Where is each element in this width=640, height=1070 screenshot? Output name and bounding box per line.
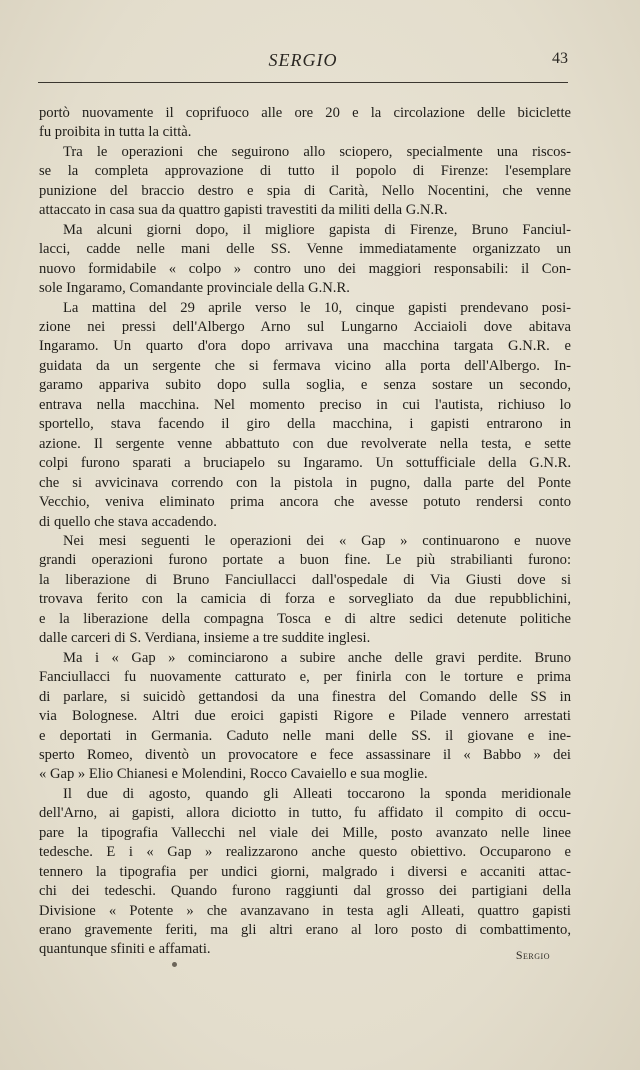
text-line: punizione del braccio destro e spia di Carità, Nello Nocentini, che venne (39, 182, 571, 199)
text-line: attaccato in casa sua da quattro gapisti travestiti da militi della G.N.R. (39, 202, 448, 219)
text-line: Fanciullacci fu nuovamente catturato e, per finirla con le torture e prima (39, 669, 571, 686)
text-line: quantunque sfiniti e affamati. (39, 941, 211, 958)
author-signature: Sergio (515, 948, 550, 962)
body-text (39, 104, 571, 960)
text-line: Vecchio, veniva eliminato prima ancora che avesse potuto rendersi conto (39, 494, 571, 511)
text-line: tedesche. E i « Gap » realizzarono anche questo obiettivo. Occuparono e (39, 844, 571, 861)
text-line: se la completa approvazione di tutto il popolo di Firenze: l'esemplare (39, 163, 571, 180)
text-line: « Gap » Elio Chianesi e Molendini, Rocco Cavaiello e sua moglie. (39, 766, 428, 783)
text-line: via Bolognese. Altri due eroici gapisti Rigore e Pilade vennero arrestati (39, 708, 571, 725)
text-line: portò nuovamente il coprifuoco alle ore 20 e la circolazione delle biciclette (39, 105, 571, 121)
text-line: Ma alcuni giorni dopo, il migliore gapista di Firenze, Bruno Fanciul- (63, 221, 571, 238)
text-line: Divisione « Potente » che avanzavano in testa agli Alleati, quattro gapisti (39, 902, 571, 919)
text-line: lacci, cadde nelle mani delle SS. Venne immediatamente organizzato un (39, 241, 571, 258)
text-line: Tra le operazioni che seguirono allo sciopero, specialmente una riscos- (63, 143, 571, 160)
text-line: guidata da un sergente che si fermava vicino alla porta dell'Albergo. In- (39, 357, 571, 374)
text-line: La mattina del 29 aprile verso le 10, cinque gapisti prendevano posi- (63, 299, 571, 316)
page-number: 43 (552, 50, 568, 67)
text-line: trovava ferito con la camicia di forza e sorvegliato da due repubblichini, (39, 591, 571, 608)
text-line: Ma i « Gap » cominciarono a subire anche delle gravi perdite. Bruno (63, 649, 571, 666)
text-line: Il due di agosto, quando gli Alleati toccarono la sponda meridionale (63, 785, 571, 802)
header-rule (38, 82, 568, 83)
text-line: sperto Romeo, diventò un provocatore e fece assassinare il « Babbo » dei (39, 746, 571, 763)
paper-speck (172, 962, 177, 967)
text-line: colpi furono sparati a bruciapelo su Ingaramo. Un sottufficiale della G.N.R. (39, 455, 571, 472)
text-line: garamo appariva subito dopo sulla soglia, e senza sostare un secondo, (39, 377, 571, 394)
page-header (38, 50, 568, 76)
text-line: tennero la tipografia per undici giorni, malgrado i diversi e accaniti attac- (39, 863, 571, 880)
text-line: Ingaramo. Un quarto d'ora dopo arrivava una macchina targata G.N.R. e (39, 338, 571, 355)
text-line: Nei mesi seguenti le operazioni dei « Gap » continuarono e nuove (63, 532, 571, 549)
text-line: fu proibita in tutta la città. (39, 124, 192, 141)
text-line: di parlare, si suicidò gettandosi da una finestra del Comando delle SS in (39, 688, 571, 705)
text-line: azione. Il sergente venne abbattuto con due revolverate nella testa, e sette (39, 435, 571, 452)
text-line: dell'Arno, ai gapisti, allora diciotto in tutto, fu affidato il compito di occu- (39, 805, 571, 822)
text-line: chi dei tedeschi. Quando furono raggiunti dal grosso dei partigiani della (39, 883, 571, 900)
text-line: sportello, stava facendo il giro della macchina, i gapisti entrarono in (39, 416, 571, 433)
text-line: e la liberazione della compagna Tosca e di altre sedici detenute politiche (39, 610, 571, 627)
running-title: SERGIO (268, 50, 338, 70)
text-line: entrava nella macchina. Nel momento preciso in cui l'autista, richiuso lo (39, 396, 571, 413)
text-line: dalle carceri di S. Verdiana, insieme a tre suddite inglesi. (39, 630, 371, 647)
text-line: pare la tipografia Vallecchi nel viale dei Mille, posto avanzato nelle linee (39, 824, 571, 841)
text-line: nuovo formidabile « colpo » contro uno dei maggiori responsabili: il Con- (39, 260, 571, 277)
text-line: grandi operazioni furono portate a buon fine. Le più strabilianti furono: (39, 552, 571, 569)
text-line: che si avvicinava correndo con la pistola in pugno, dalla parte del Ponte (39, 474, 571, 491)
text-line: zione nei pressi dell'Albergo Arno sul Lungarno Acciaioli dove abitava (39, 318, 571, 335)
text-line: e deportati in Germania. Caduto nelle mani delle SS. il giovane e ine- (39, 727, 571, 744)
text-line: erano gravemente feriti, ma gli altri erano al loro posto di combattimento, (39, 922, 571, 939)
text-line: di quello che stava accadendo. (39, 513, 217, 530)
text-line: la liberazione di Bruno Fanciullacci dall'ospedale di Via Giusti dove si (39, 571, 571, 588)
text-line: sole Ingaramo, Comandante provinciale della G.N.R. (39, 280, 350, 297)
